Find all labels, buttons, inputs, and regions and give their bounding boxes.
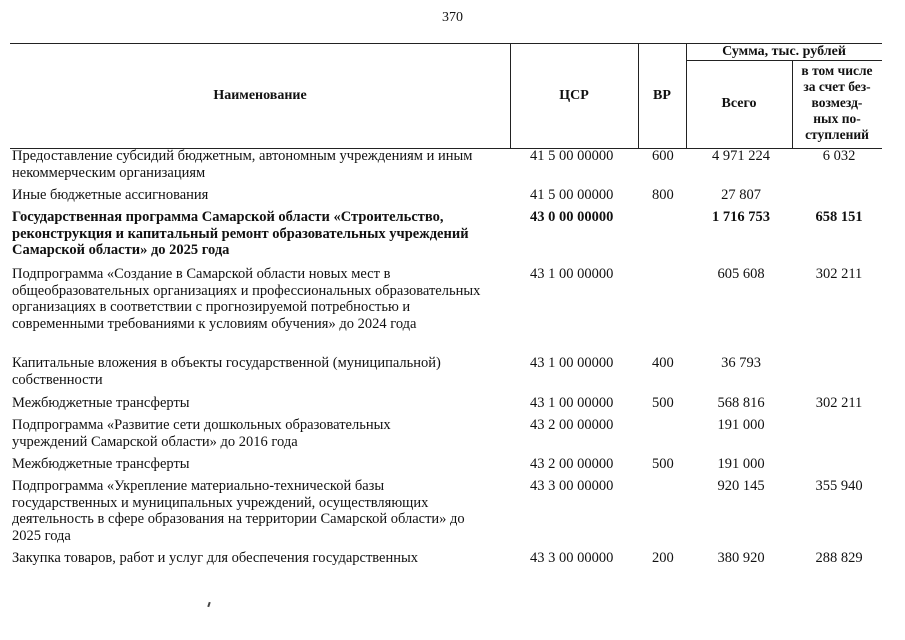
table-header (10, 43, 882, 149)
row-donations: 288 829 (815, 550, 863, 566)
row-name: Капитальные вложения в объекты государственной (муниципальной) собственности (12, 355, 441, 388)
header-donations (792, 63, 882, 143)
header-csr: ЦСР (559, 88, 589, 103)
row-donations: 6 032 (822, 148, 856, 164)
header-vr: ВР (653, 88, 671, 103)
row-donations: 302 211 (815, 395, 863, 411)
header-name: Наименование (213, 88, 307, 103)
header-total: Всего (721, 96, 757, 111)
row-csr: 43 1 00 00000 (530, 266, 614, 282)
row-vr: 500 (652, 456, 674, 472)
row-csr: 43 1 00 00000 (530, 355, 614, 371)
row-vr: 500 (652, 395, 674, 411)
row-donations: 355 940 (815, 478, 863, 494)
row-divider (686, 60, 882, 61)
row-vr: 400 (652, 355, 674, 371)
row-name: Государственная программа Самарской области «Строительство, реконструкция и капитальный ремонт образовательных учреждений Самарской области» до 2025 года (12, 209, 469, 258)
row-csr: 43 3 00 00000 (530, 478, 614, 494)
row-vr: 600 (652, 148, 674, 164)
header-donations-line: за счет без- (803, 79, 871, 94)
row-name: Межбюджетные трансферты (12, 456, 190, 472)
row-total: 36 793 (721, 355, 761, 371)
row-total: 4 971 224 (712, 148, 770, 164)
row-name: Подпрограмма «Создание в Самарской области новых мест в общеобразовательных организациях и профессиональных образовательных организациях в соответствии с прогнозируемой потребностью и современными требованиями к условиям обучения» до 2024 года (12, 266, 481, 332)
row-csr: 41 5 00 00000 (530, 187, 614, 203)
row-total: 380 920 (717, 550, 765, 566)
row-total: 27 807 (721, 187, 761, 203)
header-donations-line: ных по- (813, 111, 861, 126)
row-csr: 41 5 00 00000 (530, 148, 614, 164)
row-total: 568 816 (717, 395, 765, 411)
row-name: Предоставление субсидий бюджетным, автономным учреждениям и иным некоммерческим организациям (12, 148, 473, 181)
row-name: Подпрограмма «Развитие сети дошкольных образовательных учреждений Самарской области» до 2016 года (12, 417, 391, 450)
row-name: Иные бюджетные ассигнования (12, 187, 209, 203)
page-number: 370 (442, 10, 463, 25)
header-donations-line: возмезд- (811, 95, 863, 110)
row-csr: 43 2 00 00000 (530, 417, 614, 433)
row-donations: 658 151 (815, 209, 863, 225)
row-name: Межбюджетные трансферты (12, 395, 190, 411)
row-vr: 800 (652, 187, 674, 203)
row-csr: 43 0 00 00000 (530, 209, 614, 225)
row-total: 191 000 (717, 417, 765, 433)
scan-speck (207, 602, 210, 607)
row-name: Подпрограмма «Укрепление материально-технической базы государственных и муниципальных учреждений, осуществляющих деятельность в сфере образования на территории Самарской области» до 2025 года (12, 478, 465, 544)
row-name: Закупка товаров, работ и услуг для обеспечения государственных (12, 550, 419, 566)
row-csr: 43 3 00 00000 (530, 550, 614, 566)
row-csr: 43 2 00 00000 (530, 456, 614, 472)
header-donations-line: в том числе (801, 63, 873, 78)
row-vr: 200 (652, 550, 674, 566)
header-donations-line: ступлений (805, 127, 869, 142)
row-total: 605 608 (717, 266, 765, 282)
row-csr: 43 1 00 00000 (530, 395, 614, 411)
row-total: 191 000 (717, 456, 765, 472)
row-total: 920 145 (717, 478, 765, 494)
row-donations: 302 211 (815, 266, 863, 282)
row-total: 1 716 753 (712, 209, 770, 225)
header-sum-group: Сумма, тыс. рублей (722, 44, 846, 59)
